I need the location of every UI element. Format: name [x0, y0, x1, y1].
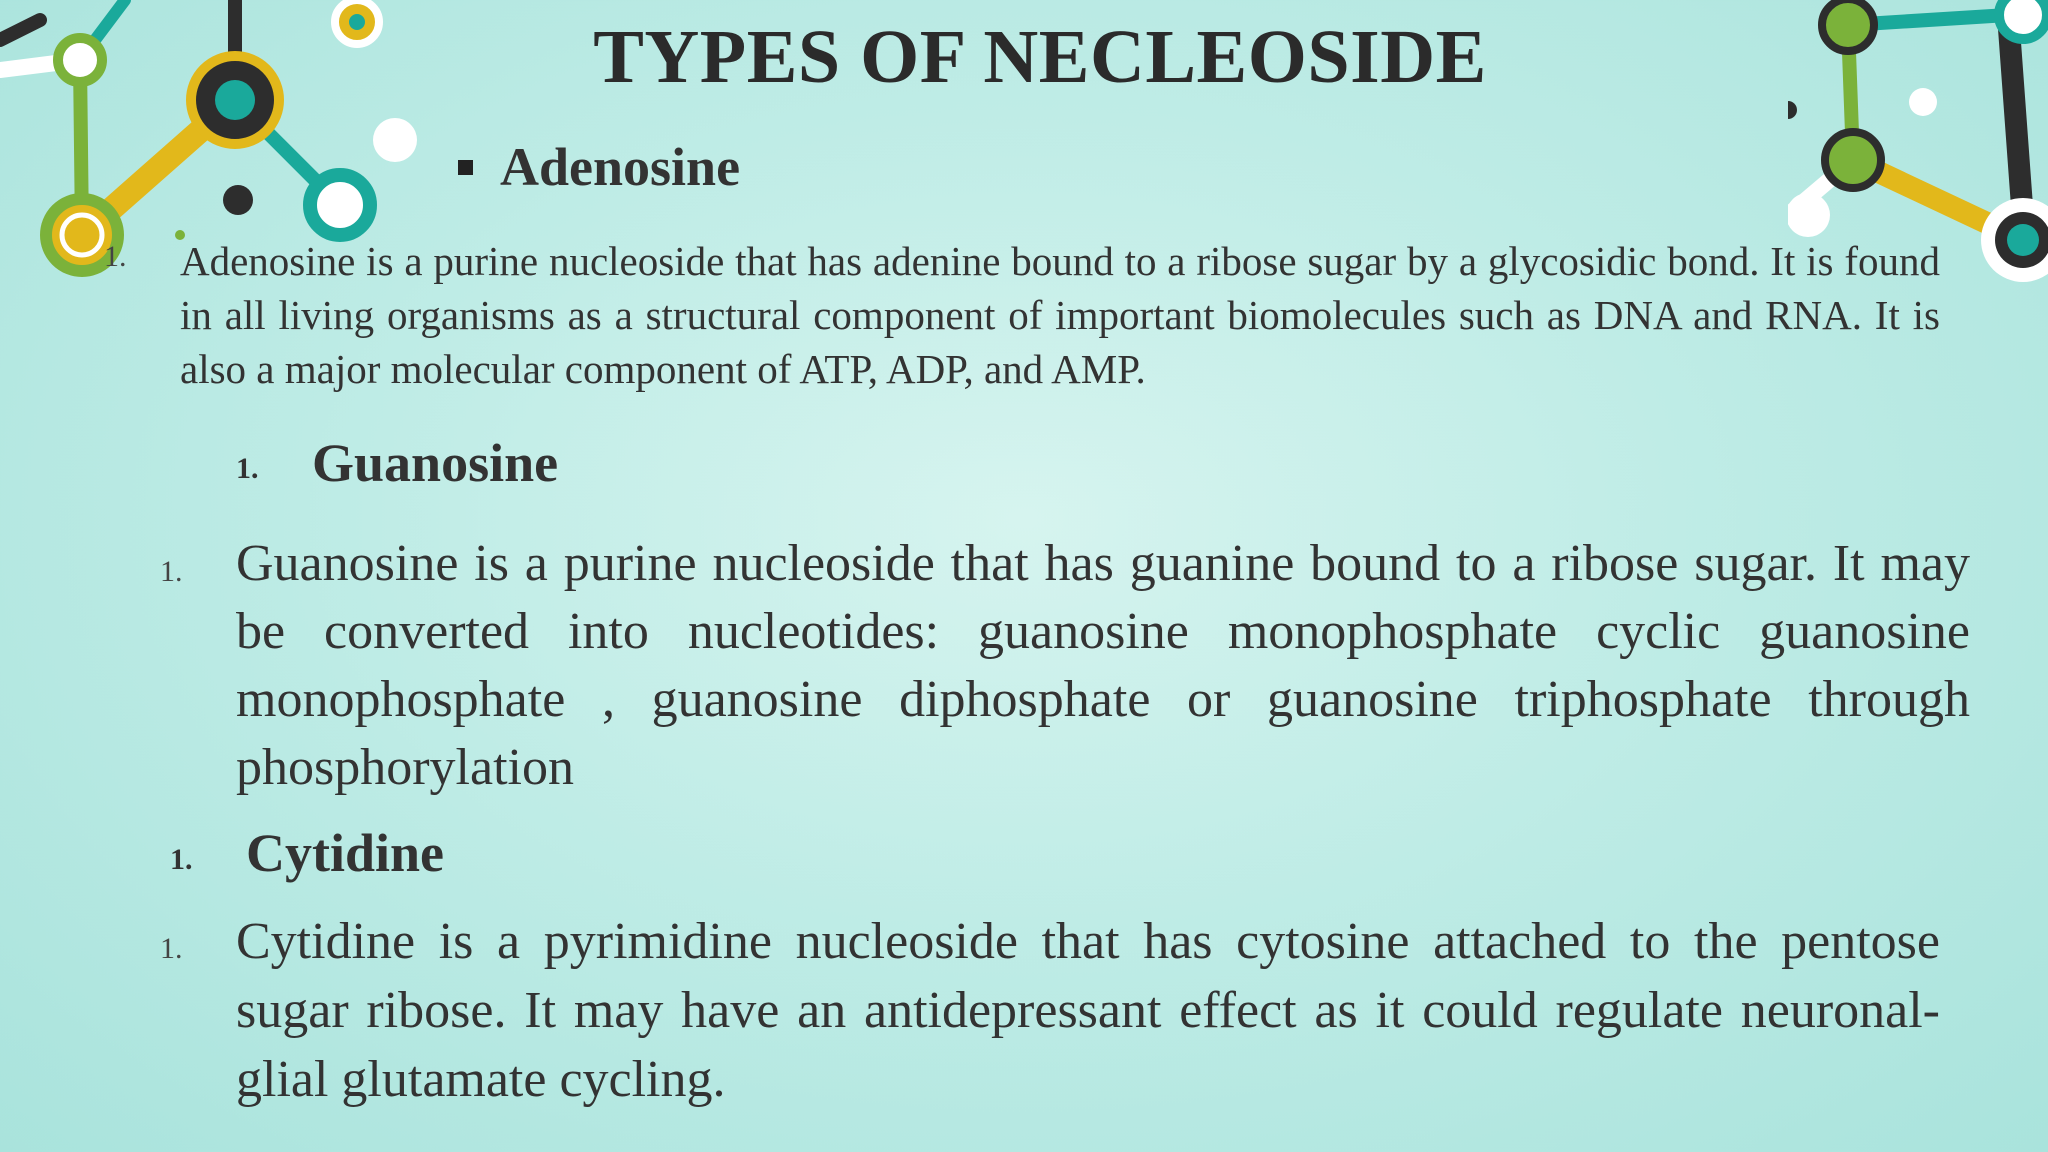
cytidine-paragraph: Cytidine is a pyrimidine nucleoside that has cytosine attached to the pentose sugar ribose. It may have an antidepressant effect as it could regulate neuronal-glial glutamate cycling. [236, 913, 1940, 1108]
guanosine-list-number: 1. [160, 555, 183, 588]
square-bullet-icon [458, 160, 473, 175]
adenosine-heading: Adenosine [500, 137, 741, 197]
slide-title: TYPES OF NECLEOSIDE [593, 15, 1487, 99]
cytidine-heading-number: 1. [170, 843, 193, 876]
adenosine-paragraph: Adenosine is a purine nucleoside that has adenine bound to a ribose sugar by a glycosidic bond. It is found in all living organisms as a structural component of important biomolecules such as DNA and RNA. It is also a major molecular component of ATP, ADP, and AMP. [180, 238, 1940, 392]
adenosine-list-number: 1. [104, 240, 127, 273]
guanosine-paragraph: Guanosine is a purine nucleoside that has guanine bound to a ribose sugar. It may be converted into nucleotides: guanosine monophosphate cyclic guanosine monophosphate , guanosine diphosphate or guanosine triphosphate through phosphorylation [236, 535, 1970, 796]
cytidine-list-number: 1. [160, 932, 183, 965]
guanosine-heading: Guanosine [312, 433, 559, 493]
cytidine-heading: Cytidine [246, 823, 445, 883]
guanosine-heading-number: 1. [236, 452, 259, 485]
adenosine-heading-row [458, 136, 740, 198]
